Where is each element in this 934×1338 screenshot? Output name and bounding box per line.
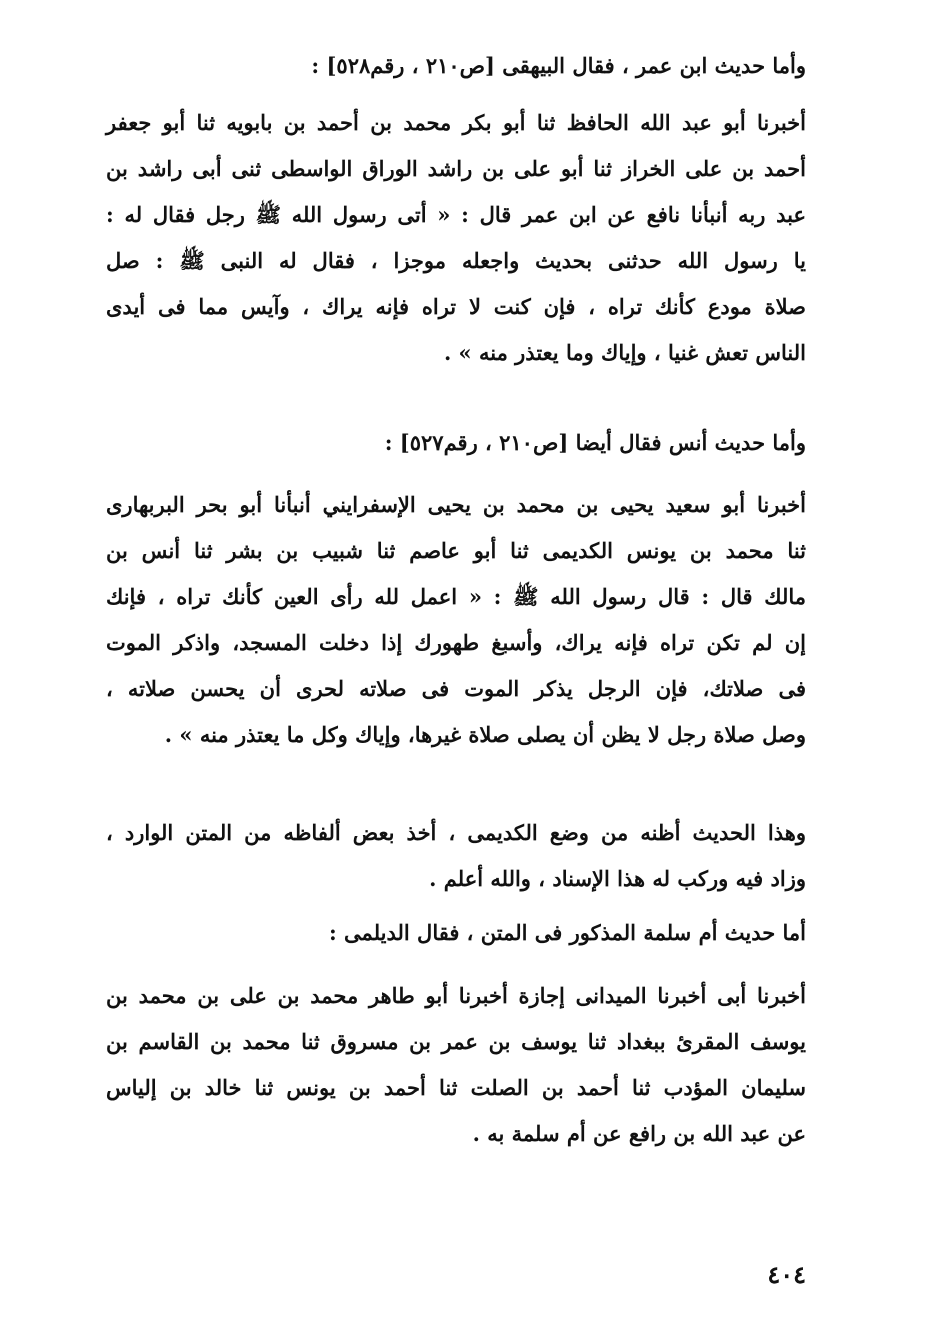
text-line: وصل صلاة رجل لا يظن أن يصلى صلاة غيرها، وإياك وكل ما يعتذر منه » . xyxy=(164,722,806,747)
text-line: صلاة مودع كأنك تراه ، فإن كنت لا تراه فإنه يراك ، وآيس مما فى أيدى xyxy=(106,294,806,319)
text-line: إن لم تكن تراه فإنه يراك، وأسبغ طهورك إذا دخلت المسجد، واذكر الموت xyxy=(106,630,806,655)
text-line: أخبرنا أبى أخبرنا الميدانى إجازة أخبرنا أبو طاهر محمد بن على بن محمد بن xyxy=(106,983,806,1008)
text-line: ثنا محمد بن يونس الكديمى ثنا أبو عاصم ثنا شبيب بن بشر ثنا أنس بن xyxy=(106,538,806,563)
text-line: سليمان المؤدب ثنا أحمد بن الصلت ثنا أحمد بن يونس ثنا خالد بن إلياس xyxy=(106,1075,806,1100)
text-line: وزاد فيه وركب له هذا الإسناد ، والله أعلم . xyxy=(429,866,806,891)
intro-text: أما حديث أم سلمة المذكور فى المتن ، فقال الديلمى : xyxy=(328,920,806,945)
text-line: أخبرنا أبو عبد الله الحافظ ثنا أبو بكر محمد بن أحمد بن بابويه ثنا أبو جعفر xyxy=(106,110,806,135)
section-intro-anas xyxy=(106,430,806,455)
text-line: الناس تعش غنيا ، وإياك وما يعتذر منه » . xyxy=(443,340,806,365)
text-line: وهذا الحديث أظنه من وضع الكديمى ، أخذ بعض ألفاظه من المتن الوارد ، xyxy=(106,820,806,845)
text-line: مالك قال : قال رسول الله ﷺ : « اعمل لله رأى العين كأنك تراه ، فإنك xyxy=(106,584,806,609)
page-number: ٤٠٤ xyxy=(767,1260,806,1289)
intro-text: وأما حديث ابن عمر ، فقال البيهقى [ص٢١٠ ، رقم٥٢٨] : xyxy=(311,53,806,78)
text-line: يا رسول الله حدثنى بحديث واجعله موجزا ، فقال له النبى ﷺ : صل xyxy=(106,248,806,273)
text-line: أخبرنا أبو سعيد يحيى بن محمد بن يحيى الإسفرايني أنبأنا أبو بحر البربهارى xyxy=(106,492,806,517)
section-intro-ibn-umar xyxy=(106,53,806,78)
commentary-paragraph xyxy=(106,810,806,902)
text-line: يوسف المقرئ ببغداد ثنا يوسف بن عمر بن مسروق ثنا محمد بن القاسم بن xyxy=(106,1029,806,1054)
hadith-paragraph-anas xyxy=(106,482,806,758)
text-line: عن عبد الله بن رافع عن أم سلمة به . xyxy=(472,1121,806,1146)
text-line: عبد ربه أنبأنا نافع عن ابن عمر قال : « أتى رسول الله ﷺ رجل فقال له : xyxy=(106,202,807,227)
hadith-paragraph-umm-salama xyxy=(106,973,806,1157)
intro-text: وأما حديث أنس فقال أيضا [ص٢١٠ ، رقم٥٢٧] : xyxy=(384,430,806,455)
hadith-paragraph-ibn-umar xyxy=(106,100,806,376)
section-intro-umm-salama xyxy=(106,920,806,945)
text-line: أحمد بن على الخراز ثنا أبو على بن راشد الوراق الواسطى ثنى أبى راشد بن xyxy=(106,156,806,181)
text-line: فى صلاتك، فإن الرجل يذكر الموت فى صلاته لحرى أن يحسن صلاته ، xyxy=(106,676,806,701)
